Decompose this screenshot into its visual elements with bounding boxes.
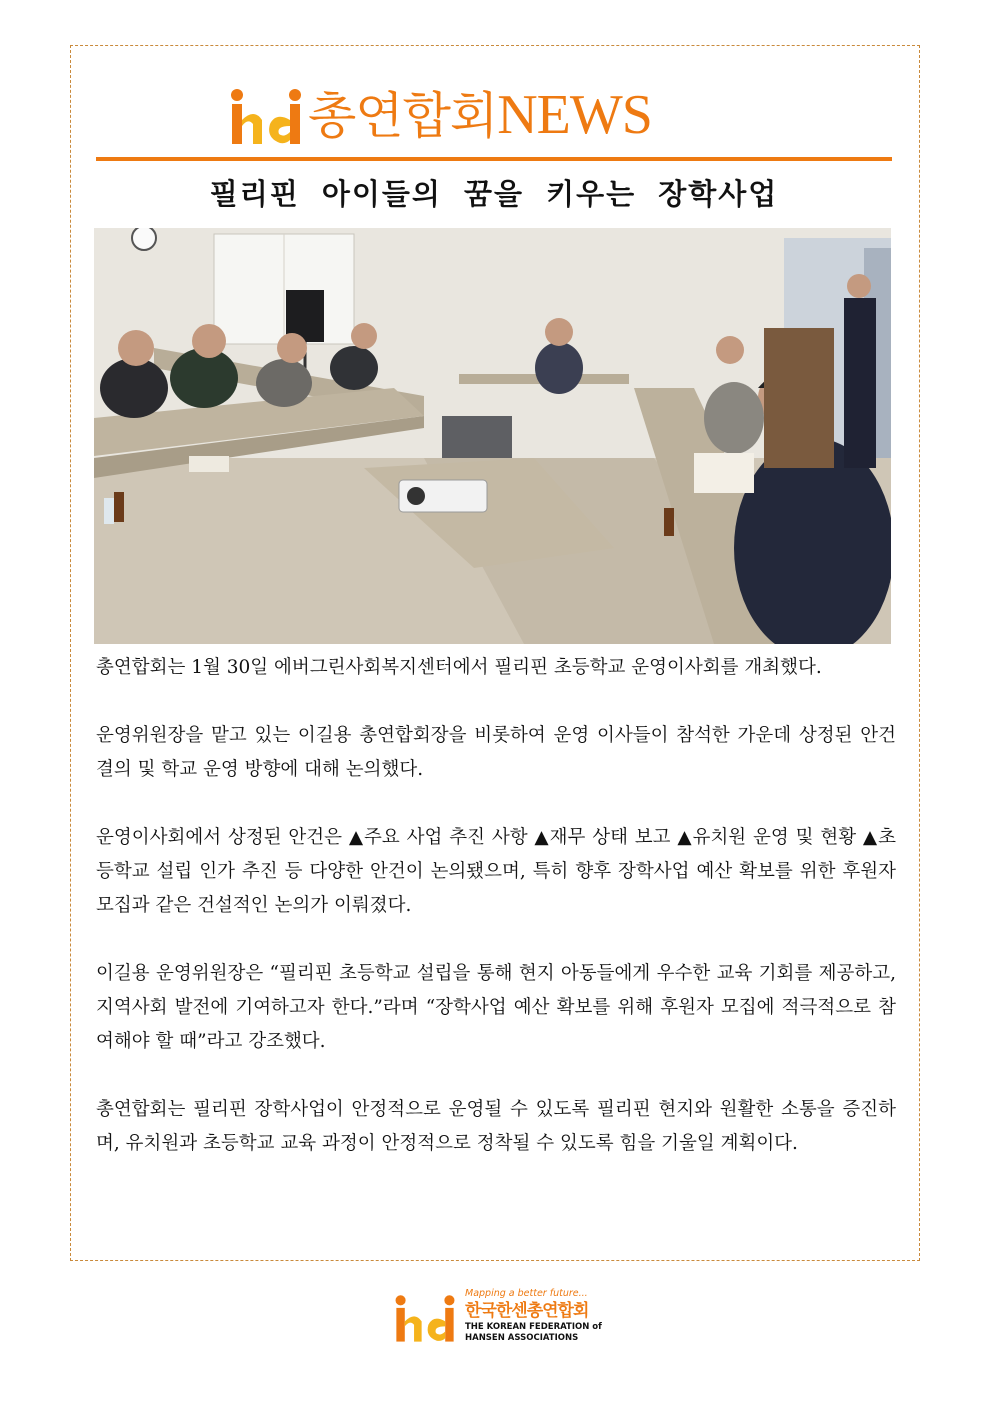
footer-org-english-2: HANSEN ASSOCIATIONS <box>465 1333 579 1343</box>
masthead-title-korean: 총연합회 <box>308 87 498 145</box>
footer-org-korean: 한국한센총연합회 <box>465 1301 589 1321</box>
footer-logo <box>393 1288 602 1344</box>
article-paragraph: 운영위원장을 맡고 있는 이길용 총연합회장을 비롯하여 운영 이사들이 참석한 가운데 상정된 안건 결의 및 학교 운영 방향에 대해 논의했다. <box>96 725 896 780</box>
article-body <box>96 651 896 1195</box>
article-headline: 필리핀 아이들의 꿈을 키우는 장학사업 <box>209 177 779 211</box>
masthead-title <box>308 85 652 146</box>
article-paragraph: 총연합회는 1월 30일 에버그린사회복지센터에서 필리핀 초등학교 운영이사회를 개최했다. <box>96 657 822 678</box>
article-paragraph: 운영이사회에서 상정된 안건은 ▲주요 사업 추진 사항 ▲재무 상태 보고 ▲유치원 운영 및 현황 ▲초등학교 설립 인가 추진 등 다양한 안건이 논의됐으며, 특히 향후 장학사업 예산 확보를 위한 후원자 모집과 같은 건설적인 논의가 이뤄졌다. <box>96 827 896 916</box>
hd-logo-icon <box>228 86 304 146</box>
meeting-photo <box>94 228 891 644</box>
hd-footer-logo-icon <box>393 1292 457 1344</box>
article-paragraph: 이길용 운영위원장은 “필리핀 초등학교 설립을 통해 현지 아동들에게 우수한 교육 기회를 제공하고, 지역사회 발전에 기여하고자 한다.”라며 “장학사업 예산 확보를 위해 후원자 모집에 적극적으로 참여해야 할 때”라고 강조했다. <box>96 963 896 1052</box>
footer-tagline: Mapping a better future... <box>465 1288 588 1299</box>
footer-org-english-1: THE KOREAN FEDERATION of <box>465 1322 602 1332</box>
masthead <box>228 82 652 146</box>
masthead-title-english: NEWS <box>497 84 652 146</box>
article-paragraph: 총연합회는 필리핀 장학사업이 안정적으로 운영될 수 있도록 필리핀 현지와 원활한 소통을 증진하며, 유치원과 초등학교 교육 과정이 안정적으로 정착될 수 있도록 힘을 기울일 계획이다. <box>96 1099 896 1154</box>
title-rule <box>96 157 892 161</box>
footer-text <box>465 1288 602 1344</box>
